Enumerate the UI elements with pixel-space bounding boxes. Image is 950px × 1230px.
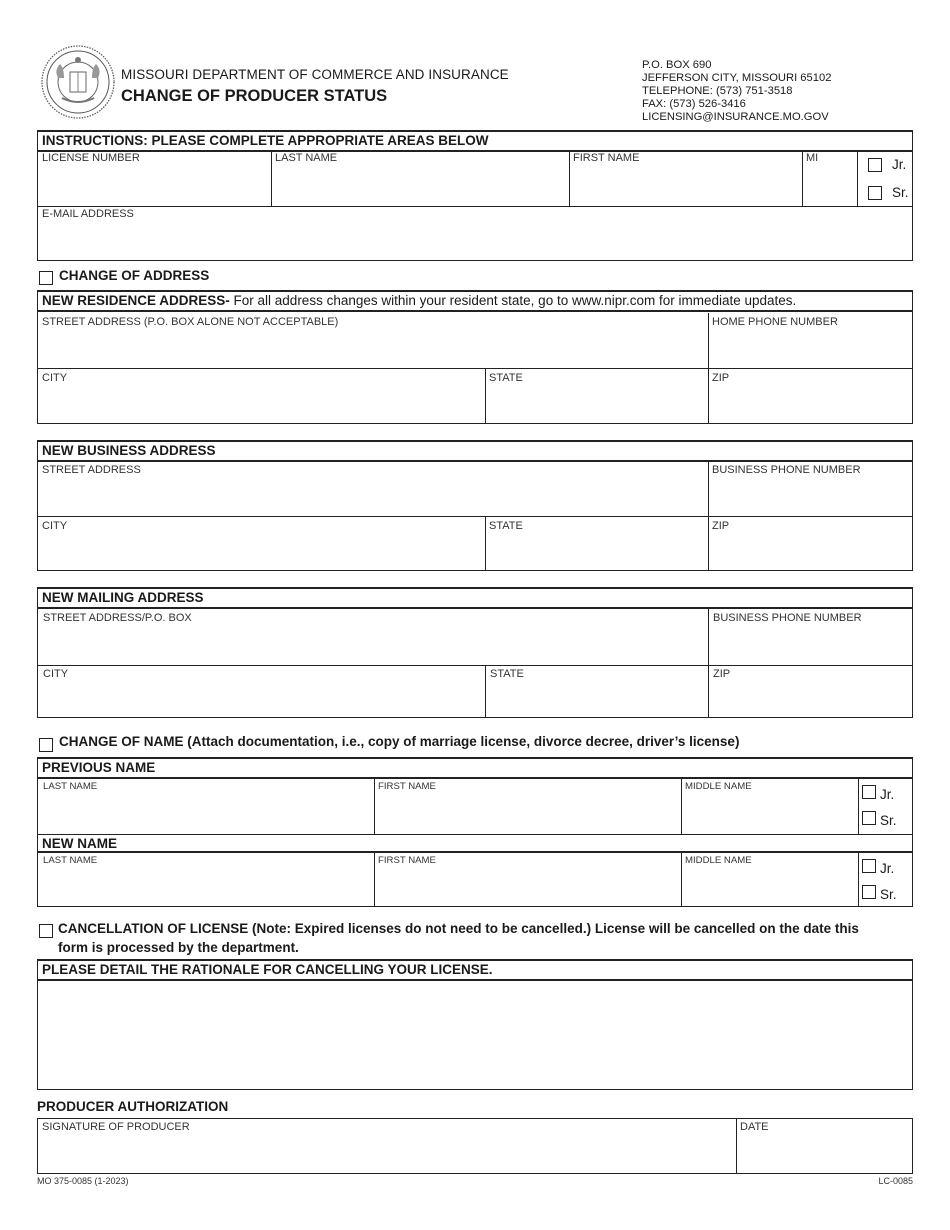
change-of-name-label: CHANGE OF NAME (Attach documentation, i.e., copy of marriage license, divorce decree, driver’s license) (59, 734, 740, 749)
previous-middle-name-field[interactable]: MIDDLE NAME (685, 781, 752, 792)
business-state-field[interactable]: STATE (489, 520, 523, 532)
sr-label: Sr. (892, 185, 909, 200)
state-seal-logo (40, 44, 116, 120)
residence-state-field[interactable]: STATE (489, 372, 523, 384)
form-title: CHANGE OF PRODUCER STATUS (121, 87, 388, 105)
new-residence-address-section (37, 290, 913, 424)
new-jr-checkbox[interactable] (862, 859, 876, 873)
new-middle-name-field[interactable]: MIDDLE NAME (685, 855, 752, 866)
new-sr-label: Sr. (880, 887, 897, 902)
rationale-textarea[interactable] (38, 981, 912, 1089)
business-street-field[interactable]: STREET ADDRESS (42, 464, 141, 476)
instructions-header: INSTRUCTIONS: PLEASE COMPLETE APPROPRIATE AREAS BELOW (38, 132, 912, 152)
residence-street-field[interactable]: STREET ADDRESS (P.O. BOX ALONE NOT ACCEPTABLE) (42, 316, 339, 328)
last-name-field[interactable]: LAST NAME (275, 152, 338, 164)
cancellation-label (58, 919, 913, 957)
previous-first-name-field[interactable]: FIRST NAME (378, 781, 436, 792)
producer-authorization-header: PRODUCER AUTHORIZATION (37, 1099, 229, 1114)
previous-jr-label: Jr. (880, 787, 895, 802)
rationale-header: PLEASE DETAIL THE RATIONALE FOR CANCELLING YOUR LICENSE. (38, 961, 912, 981)
new-first-name-field[interactable]: FIRST NAME (378, 855, 436, 866)
new-business-address-section (37, 440, 913, 571)
signature-field[interactable]: SIGNATURE OF PRODUCER (42, 1121, 190, 1133)
mailing-city-field[interactable]: CITY (43, 668, 69, 680)
mailing-phone-field[interactable]: BUSINESS PHONE NUMBER (713, 612, 862, 624)
jr-checkbox[interactable] (868, 158, 882, 172)
new-name-header: NEW NAME (42, 836, 117, 851)
form-number: MO 375-0085 (1-2023) (37, 1176, 129, 1186)
contact-email: LICENSING@INSURANCE.MO.GOV (642, 110, 829, 123)
contact-city: JEFFERSON CITY, MISSOURI 65102 (642, 71, 832, 84)
contact-fax: FAX: (573) 526-3416 (642, 97, 746, 110)
previous-sr-label: Sr. (880, 813, 897, 828)
cancellation-checkbox[interactable] (39, 924, 53, 938)
change-of-name-checkbox[interactable] (39, 738, 53, 752)
new-mailing-address-section (37, 587, 913, 718)
licensee-info-section (37, 130, 913, 261)
mailing-street-field[interactable]: STREET ADDRESS/P.O. BOX (43, 612, 192, 624)
name-change-section (37, 757, 913, 907)
jr-label: Jr. (892, 157, 907, 172)
home-phone-field[interactable]: HOME PHONE NUMBER (712, 316, 838, 328)
new-residence-header: NEW RESIDENCE ADDRESS- For all address changes within your resident state, go to www.nipr.com for immediate updates. (38, 292, 912, 312)
email-address-field[interactable]: E-MAIL ADDRESS (42, 208, 134, 220)
cancellation-line-1: CANCELLATION OF LICENSE (Note: Expired licenses do not need to be cancelled.) License will be cancelled on the date this (58, 921, 859, 936)
mailing-zip-field[interactable]: ZIP (713, 668, 731, 680)
first-name-field[interactable]: FIRST NAME (573, 152, 640, 164)
new-sr-checkbox[interactable] (862, 885, 876, 899)
license-number-field[interactable]: LICENSE NUMBER (42, 152, 140, 164)
business-zip-field[interactable]: ZIP (712, 520, 730, 532)
contact-block (642, 59, 831, 124)
new-last-name-field[interactable]: LAST NAME (43, 855, 98, 866)
cancellation-rationale-section (37, 959, 913, 1090)
new-business-header: NEW BUSINESS ADDRESS (38, 442, 912, 462)
residence-zip-field[interactable]: ZIP (712, 372, 730, 384)
mailing-state-field[interactable]: STATE (490, 668, 524, 680)
previous-jr-checkbox[interactable] (862, 785, 876, 799)
change-of-address-checkbox[interactable] (39, 271, 53, 285)
date-field[interactable]: DATE (740, 1121, 769, 1133)
previous-sr-checkbox[interactable] (862, 811, 876, 825)
form-code: LC-0085 (878, 1176, 913, 1186)
new-jr-label: Jr. (880, 861, 895, 876)
sr-checkbox[interactable] (868, 186, 882, 200)
mi-field[interactable]: MI (806, 152, 819, 164)
residence-city-field[interactable]: CITY (42, 372, 68, 384)
business-city-field[interactable]: CITY (42, 520, 68, 532)
contact-telephone: TELEPHONE: (573) 751-3518 (642, 84, 793, 97)
previous-name-header: PREVIOUS NAME (38, 759, 912, 779)
authorization-section (37, 1118, 913, 1174)
change-of-address-label: CHANGE OF ADDRESS (59, 268, 210, 283)
department-name: MISSOURI DEPARTMENT OF COMMERCE AND INSURANCE (121, 67, 509, 82)
cancellation-line-2: form is processed by the department. (58, 940, 299, 955)
previous-last-name-field[interactable]: LAST NAME (43, 781, 98, 792)
new-mailing-header: NEW MAILING ADDRESS (38, 589, 912, 609)
business-phone-field[interactable]: BUSINESS PHONE NUMBER (712, 464, 861, 476)
po-box: P.O. BOX 690 (642, 59, 712, 71)
